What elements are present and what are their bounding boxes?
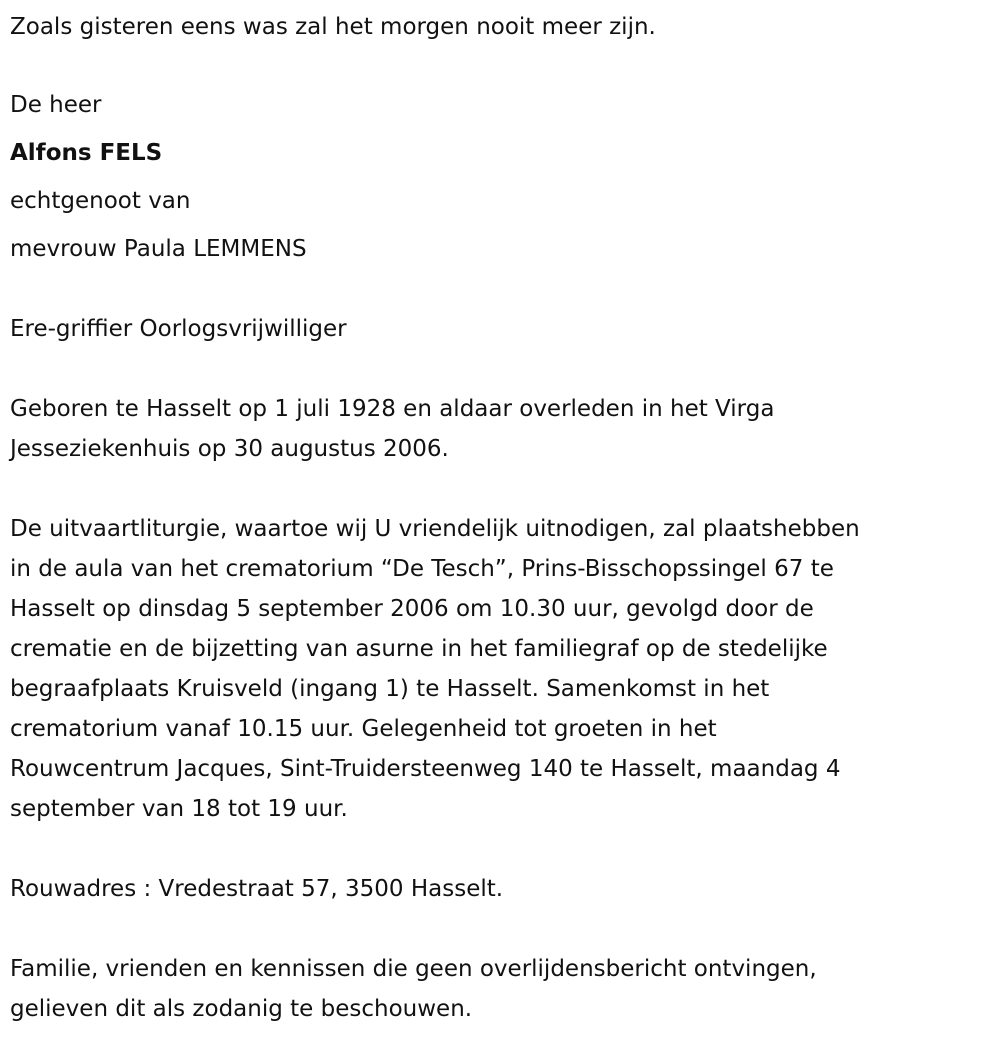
- title-block: [10, 309, 1000, 349]
- mourning-address: Rouwadres : Vredestraat 57, 3500 Hasselt.: [10, 876, 504, 902]
- paragraph-line: Jesseziekenhuis op 30 augustus 2006.: [10, 436, 449, 462]
- paragraph-line: september van 18 tot 19 uur.: [10, 796, 348, 822]
- paragraph-line: in de aula van het crematorium “De Tesch”, Prins-Bisschopssingel 67 te: [10, 556, 834, 582]
- paragraph-line: crematorium vanaf 10.15 uur. Gelegenheid tot groeten in het: [10, 716, 717, 742]
- paragraph-line: Rouwcentrum Jacques, Sint-Truidersteenweg 140 te Hasselt, maandag 4: [10, 756, 841, 782]
- paragraph-line: De uitvaartliturgie, waartoe wij U vriendelijk uitnodigen, zal plaatshebben: [10, 516, 860, 542]
- paragraph-line: Geboren te Hasselt op 1 juli 1928 en aldaar overleden in het Virga: [10, 396, 775, 422]
- motto-text: Zoals gisteren eens was zal het morgen nooit meer zijn.: [10, 14, 656, 40]
- spouse-name: mevrouw Paula LEMMENS: [10, 236, 307, 262]
- honorary-title: Ere-griffier Oorlogsvrijwilliger: [10, 316, 347, 342]
- paragraph-line: Familie, vrienden en kennissen die geen overlijdensbericht ontvingen,: [10, 956, 817, 982]
- deceased-name: [10, 129, 1000, 177]
- paragraph-line: crematie en de bijzetting van asurne in het familiegraf op de stedelijke: [10, 636, 828, 662]
- salutation: De heer: [10, 92, 102, 118]
- deceased-block: [10, 81, 1000, 273]
- address-block: [10, 869, 1000, 909]
- paragraph-line: gelieven dit als zodanig te beschouwen.: [10, 996, 473, 1022]
- deceased-name-text: Alfons FELS: [10, 140, 163, 166]
- paragraph-line: Hasselt op dinsdag 5 september 2006 om 10.30 uur, gevolgd door de: [10, 596, 814, 622]
- closing-paragraph: [10, 949, 1000, 1029]
- birth-death-paragraph: [10, 389, 1000, 469]
- relation: echtgenoot van: [10, 188, 191, 214]
- motto: [10, 7, 1000, 47]
- paragraph-line: begraafplaats Kruisveld (ingang 1) te Hasselt. Samenkomst in het: [10, 676, 770, 702]
- funeral-paragraph: [10, 509, 1000, 829]
